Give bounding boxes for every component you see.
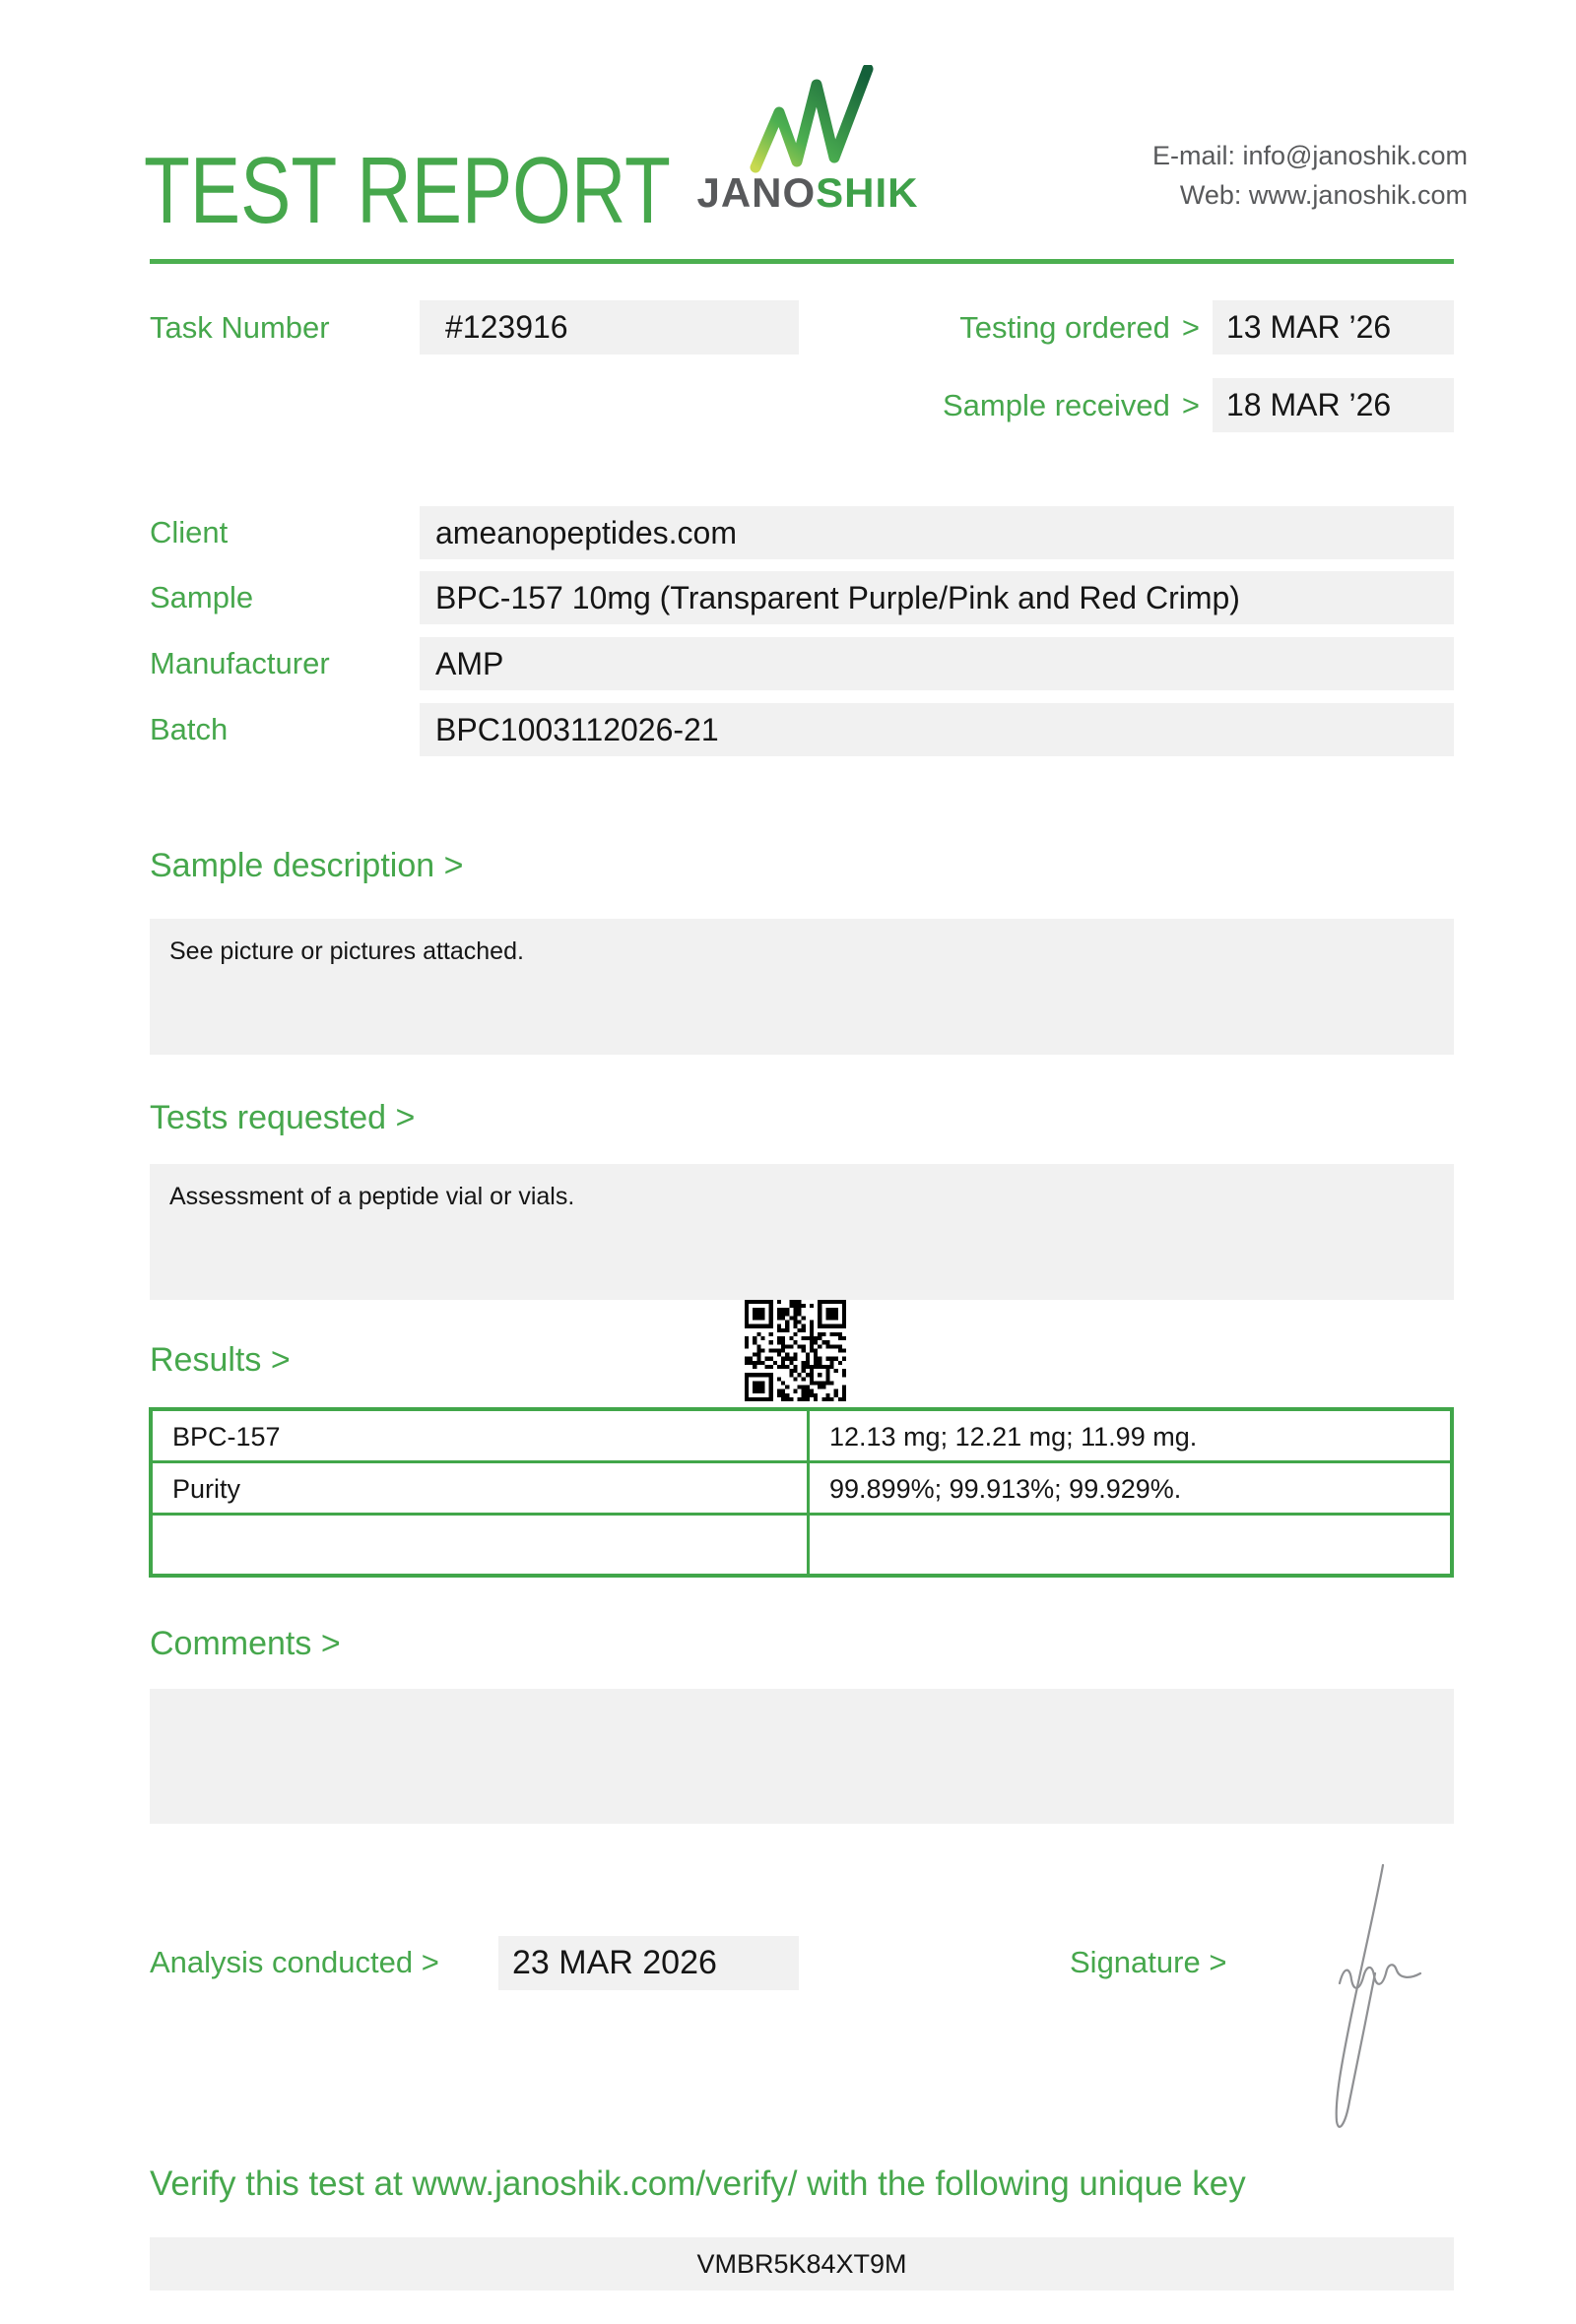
sample-received-value: 18 MAR ’26 [1213, 378, 1454, 432]
chevron-right-glyph: > [1181, 310, 1200, 345]
batch-value: BPC1003112026-21 [420, 703, 1454, 756]
results-row-name [153, 1516, 810, 1574]
task-number-label: Task Number [150, 310, 330, 345]
sample-value: BPC-157 10mg (Transparent Purple/Pink and Red Crimp) [420, 571, 1454, 624]
results-table [149, 1407, 1454, 1578]
comments-box [150, 1689, 1454, 1824]
manufacturer-value: AMP [420, 637, 1454, 690]
logo-word-green: SHIK [816, 169, 919, 216]
sample-description-box: See picture or pictures attached. [150, 919, 1454, 1055]
qr-code [745, 1300, 846, 1401]
signature-label: Signature > [1070, 1945, 1227, 1979]
batch-label: Batch [150, 712, 229, 746]
testing-ordered-value: 13 MAR ’26 [1213, 300, 1454, 355]
comments-heading: Comments > [150, 1625, 341, 1662]
task-number-value: #123916 [420, 300, 799, 355]
web-line: Web: www.janoshik.com [1179, 180, 1468, 210]
page-title: TEST REPORT [144, 138, 671, 243]
results-row-value: 12.13 mg; 12.21 mg; 11.99 mg. [810, 1411, 1450, 1463]
verify-key: VMBR5K84XT9M [150, 2237, 1454, 2291]
header-divider [150, 259, 1454, 264]
analysis-date-value: 23 MAR 2026 [498, 1936, 799, 1990]
sample-received-label: Sample received > [942, 388, 1200, 422]
client-label: Client [150, 515, 229, 549]
sample-description-heading: Sample description > [150, 847, 464, 884]
analysis-conducted-label: Analysis conducted > [150, 1945, 439, 1979]
manufacturer-label: Manufacturer [150, 646, 330, 680]
tests-requested-box: Assessment of a peptide vial or vials. [150, 1164, 1454, 1300]
sample-label: Sample [150, 580, 254, 614]
results-row-name: BPC-157 [153, 1411, 810, 1463]
contact-block [1152, 136, 1468, 215]
handwritten-signature [1288, 1857, 1426, 2148]
trend-chart-icon [734, 65, 891, 173]
chevron-right-glyph: > [1181, 388, 1200, 422]
client-value: ameanopeptides.com [420, 506, 1454, 559]
results-row-value [810, 1516, 1450, 1574]
verify-instruction: Verify this test at www.janoshik.com/verify/ with the following unique key [150, 2164, 1246, 2203]
results-row-name: Purity [153, 1463, 810, 1516]
tests-requested-heading: Tests requested > [150, 1099, 416, 1136]
email-line: E-mail: info@janoshik.com [1151, 141, 1468, 170]
results-row-value: 99.899%; 99.913%; 99.929%. [810, 1463, 1450, 1516]
testing-ordered-label: Testing ordered > [959, 310, 1200, 345]
logo-wordmark [680, 169, 936, 217]
logo-word-dark: JANO [696, 169, 817, 216]
results-heading: Results > [150, 1341, 291, 1379]
